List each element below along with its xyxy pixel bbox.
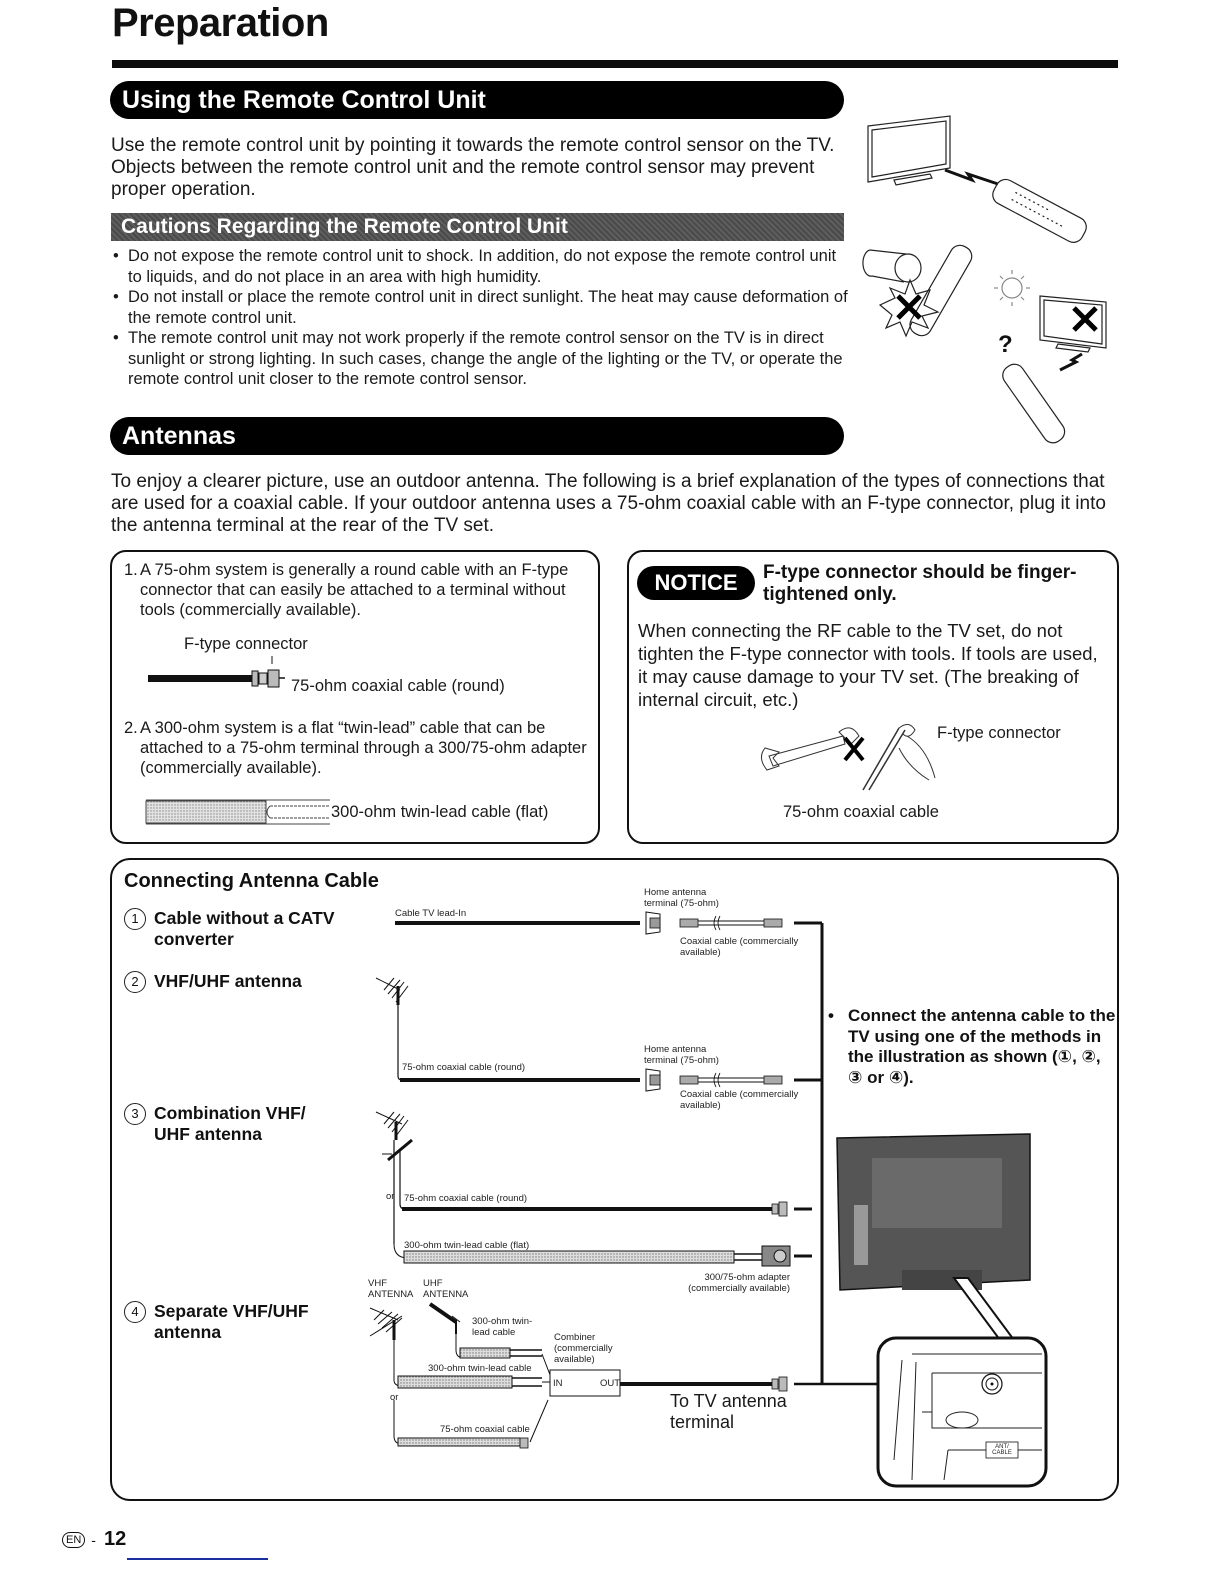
label-coax-round: 75-ohm coaxial cable (round) bbox=[402, 1062, 526, 1073]
label-or: or bbox=[386, 1191, 395, 1202]
tv-rear-illustration bbox=[837, 1134, 1046, 1486]
label-twin-lead-vhf: 300-ohm twin-lead cable bbox=[428, 1363, 532, 1374]
cautions-heading-label: Cautions Regarding the Remote Control Unit bbox=[121, 215, 568, 238]
footer-link-underline[interactable] bbox=[127, 1558, 268, 1560]
cable-type-item: 1. A 75-ohm system is generally a round cable with an F-type connector that can easily be attached to a terminal without tools (commercially available). bbox=[124, 561, 569, 619]
page-number: 12 bbox=[103, 1528, 127, 1550]
signal-bolt-icon bbox=[945, 170, 998, 184]
label-coax-round: 75-ohm coaxial cable (round) bbox=[404, 1193, 528, 1204]
method-2: 2 VHF/UHF antenna bbox=[124, 971, 364, 992]
tv-icon bbox=[868, 116, 950, 185]
connecting-title: Connecting Antenna Cable bbox=[124, 870, 379, 892]
f-connector-label: F-type connector bbox=[184, 635, 308, 653]
ant-cable-jack-icon bbox=[982, 1374, 1002, 1394]
wrench-hand-illustration bbox=[759, 718, 959, 798]
label-home-terminal: Home antenna terminal (75-ohm) bbox=[644, 887, 719, 909]
label-coax-available: Coaxial cable (commercially available) bbox=[680, 1089, 799, 1111]
label-coax: 75-ohm coaxial cable bbox=[440, 1424, 530, 1435]
method-1: 1 Cable without a CATV converter bbox=[124, 908, 364, 950]
coax-jumper-icon bbox=[680, 916, 782, 930]
connecting-antenna-box bbox=[110, 858, 1119, 1501]
cautions-list bbox=[111, 246, 851, 390]
circled-number: 3 bbox=[124, 1103, 146, 1125]
notice-heading: F-type connector should be finger-tightened only. bbox=[763, 562, 1077, 605]
notice-body: When connecting the RF cable to the TV set, do not tighten the F-type connector with tools. If tools are used, it may cause damage to your TV set. (The breaking of internal circuit, etc.) bbox=[638, 620, 1098, 710]
adapter-icon bbox=[762, 1246, 790, 1266]
wrench-icon bbox=[769, 736, 845, 766]
antenna-connection-diagram bbox=[112, 860, 1117, 1500]
remote-icon bbox=[906, 242, 975, 340]
language-badge: EN bbox=[62, 1532, 85, 1548]
label-coax-available: Coaxial cable (commercially available) bbox=[680, 936, 799, 958]
caution-item: • Do not expose the remote control unit to shock. In addition, do not expose the remote control unit to liquids, and do not place in an area with high humidity. bbox=[111, 246, 851, 287]
notice-cable-label: 75-ohm coaxial cable bbox=[783, 803, 939, 821]
remote-icon bbox=[989, 176, 1090, 246]
label-ant-cable-jack: ANT/ CABLE bbox=[992, 1444, 1012, 1456]
home-terminal-icon bbox=[646, 1069, 660, 1091]
section-heading-remote bbox=[110, 81, 844, 119]
vhf-antenna-icon bbox=[370, 1308, 402, 1340]
home-terminal-icon bbox=[646, 912, 660, 934]
connect-instruction: • Connect the antenna cable to the TV using one of the methods in the illustration as shown (①, ②, ③ or ④). bbox=[828, 1006, 1116, 1087]
hand-icon bbox=[899, 724, 915, 736]
f-connector-icon bbox=[772, 1202, 787, 1216]
coax-round-label: 75-ohm coaxial cable (round) bbox=[291, 677, 505, 695]
method-4: 4 Separate VHF/UHF antenna bbox=[124, 1301, 344, 1343]
circled-number: 4 bbox=[124, 1301, 146, 1323]
cable-types-box bbox=[110, 550, 600, 844]
uhf-antenna-icon bbox=[430, 1304, 460, 1334]
label-combiner-out: OUT bbox=[600, 1378, 621, 1389]
page-separator: - bbox=[91, 1531, 96, 1548]
sun-icon bbox=[994, 270, 1030, 306]
tv-icon bbox=[1040, 296, 1106, 352]
question-mark-icon: ? bbox=[998, 331, 1013, 358]
f-connector-icon bbox=[772, 1377, 787, 1391]
liquid-cup-icon bbox=[863, 250, 921, 282]
label-twin-lead-uhf: 300-ohm twin-lead cable bbox=[472, 1316, 533, 1338]
cable-type-item: 2. A 300-ohm system is a flat “twin-lead” cable that can be attached to a 75-ohm terminal through a 300/75-ohm adapter (commercially available). bbox=[124, 719, 587, 777]
coax-cable-round-icon bbox=[146, 654, 296, 688]
remote-intro-text: Use the remote control unit by pointing it towards the remote control sensor on the TV. Objects between the remote control unit and the remote control sensor may prevent proper operation. bbox=[111, 135, 835, 200]
page-footer bbox=[62, 1528, 126, 1551]
notice-box bbox=[627, 550, 1119, 844]
twin-lead-label: 300-ohm twin-lead cable (flat) bbox=[331, 803, 549, 821]
cautions-heading bbox=[111, 213, 844, 241]
label-uhf-antenna: UHF ANTENNA bbox=[423, 1278, 469, 1300]
notice-badge: NOTICE bbox=[637, 566, 755, 600]
label-combiner: Combiner (commercially available) bbox=[554, 1332, 613, 1365]
antennas-intro-text: To enjoy a clearer picture, use an outdoor antenna. The following is a brief explanation of the types of connections that are used for a coaxial cable. If your outdoor antenna uses a 75-ohm coaxial cable with an F-type connector, plug it into the antenna terminal at the rear of the TV set. bbox=[111, 471, 1106, 536]
circled-number: 1 bbox=[124, 908, 146, 930]
label-to-tv-terminal: To TV antenna terminal bbox=[670, 1391, 787, 1432]
title-rule bbox=[112, 60, 1118, 68]
prohibited-x-icon bbox=[898, 296, 1096, 330]
label-home-terminal: Home antenna terminal (75-ohm) bbox=[644, 1044, 719, 1066]
page-title: Preparation bbox=[112, 1, 329, 45]
section-heading-remote-label: Using the Remote Control Unit bbox=[122, 85, 486, 114]
label-combiner-in: IN bbox=[553, 1378, 563, 1389]
remote-icon bbox=[999, 360, 1069, 446]
label-cable-tv-lead-in: Cable TV lead-In bbox=[395, 908, 467, 919]
label-adapter: 300/75-ohm adapter (commercially available) bbox=[688, 1272, 790, 1294]
coax-jumper-icon bbox=[680, 1073, 782, 1087]
caution-item: • The remote control unit may not work properly if the remote control sensor on the TV is in direct sunlight or strong lighting. In such cases, change the angle of the lighting or the TV, or operate the remote control unit closer to the remote control sensor. bbox=[111, 328, 851, 390]
label-or: or bbox=[390, 1392, 399, 1403]
section-heading-antennas-label: Antennas bbox=[122, 421, 236, 450]
section-heading-antennas bbox=[110, 417, 844, 455]
vhf-uhf-antenna-icon bbox=[376, 978, 408, 1005]
label-vhf-antenna: VHF ANTENNA bbox=[368, 1278, 414, 1300]
caution-item: • Do not install or place the remote control unit in direct sunlight. The heat may cause deformation of the remote control unit. bbox=[111, 287, 851, 328]
notice-connector-label: F-type connector bbox=[937, 724, 1061, 742]
method-3: 3 Combination VHF/ UHF antenna bbox=[124, 1103, 324, 1145]
circled-number: 2 bbox=[124, 971, 146, 993]
f-connector-icon bbox=[520, 1438, 528, 1448]
remote-usage-illustration bbox=[850, 100, 1120, 450]
twin-lead-flat-icon bbox=[144, 798, 330, 826]
label-twin-lead-flat: 300-ohm twin-lead cable (flat) bbox=[404, 1240, 530, 1251]
